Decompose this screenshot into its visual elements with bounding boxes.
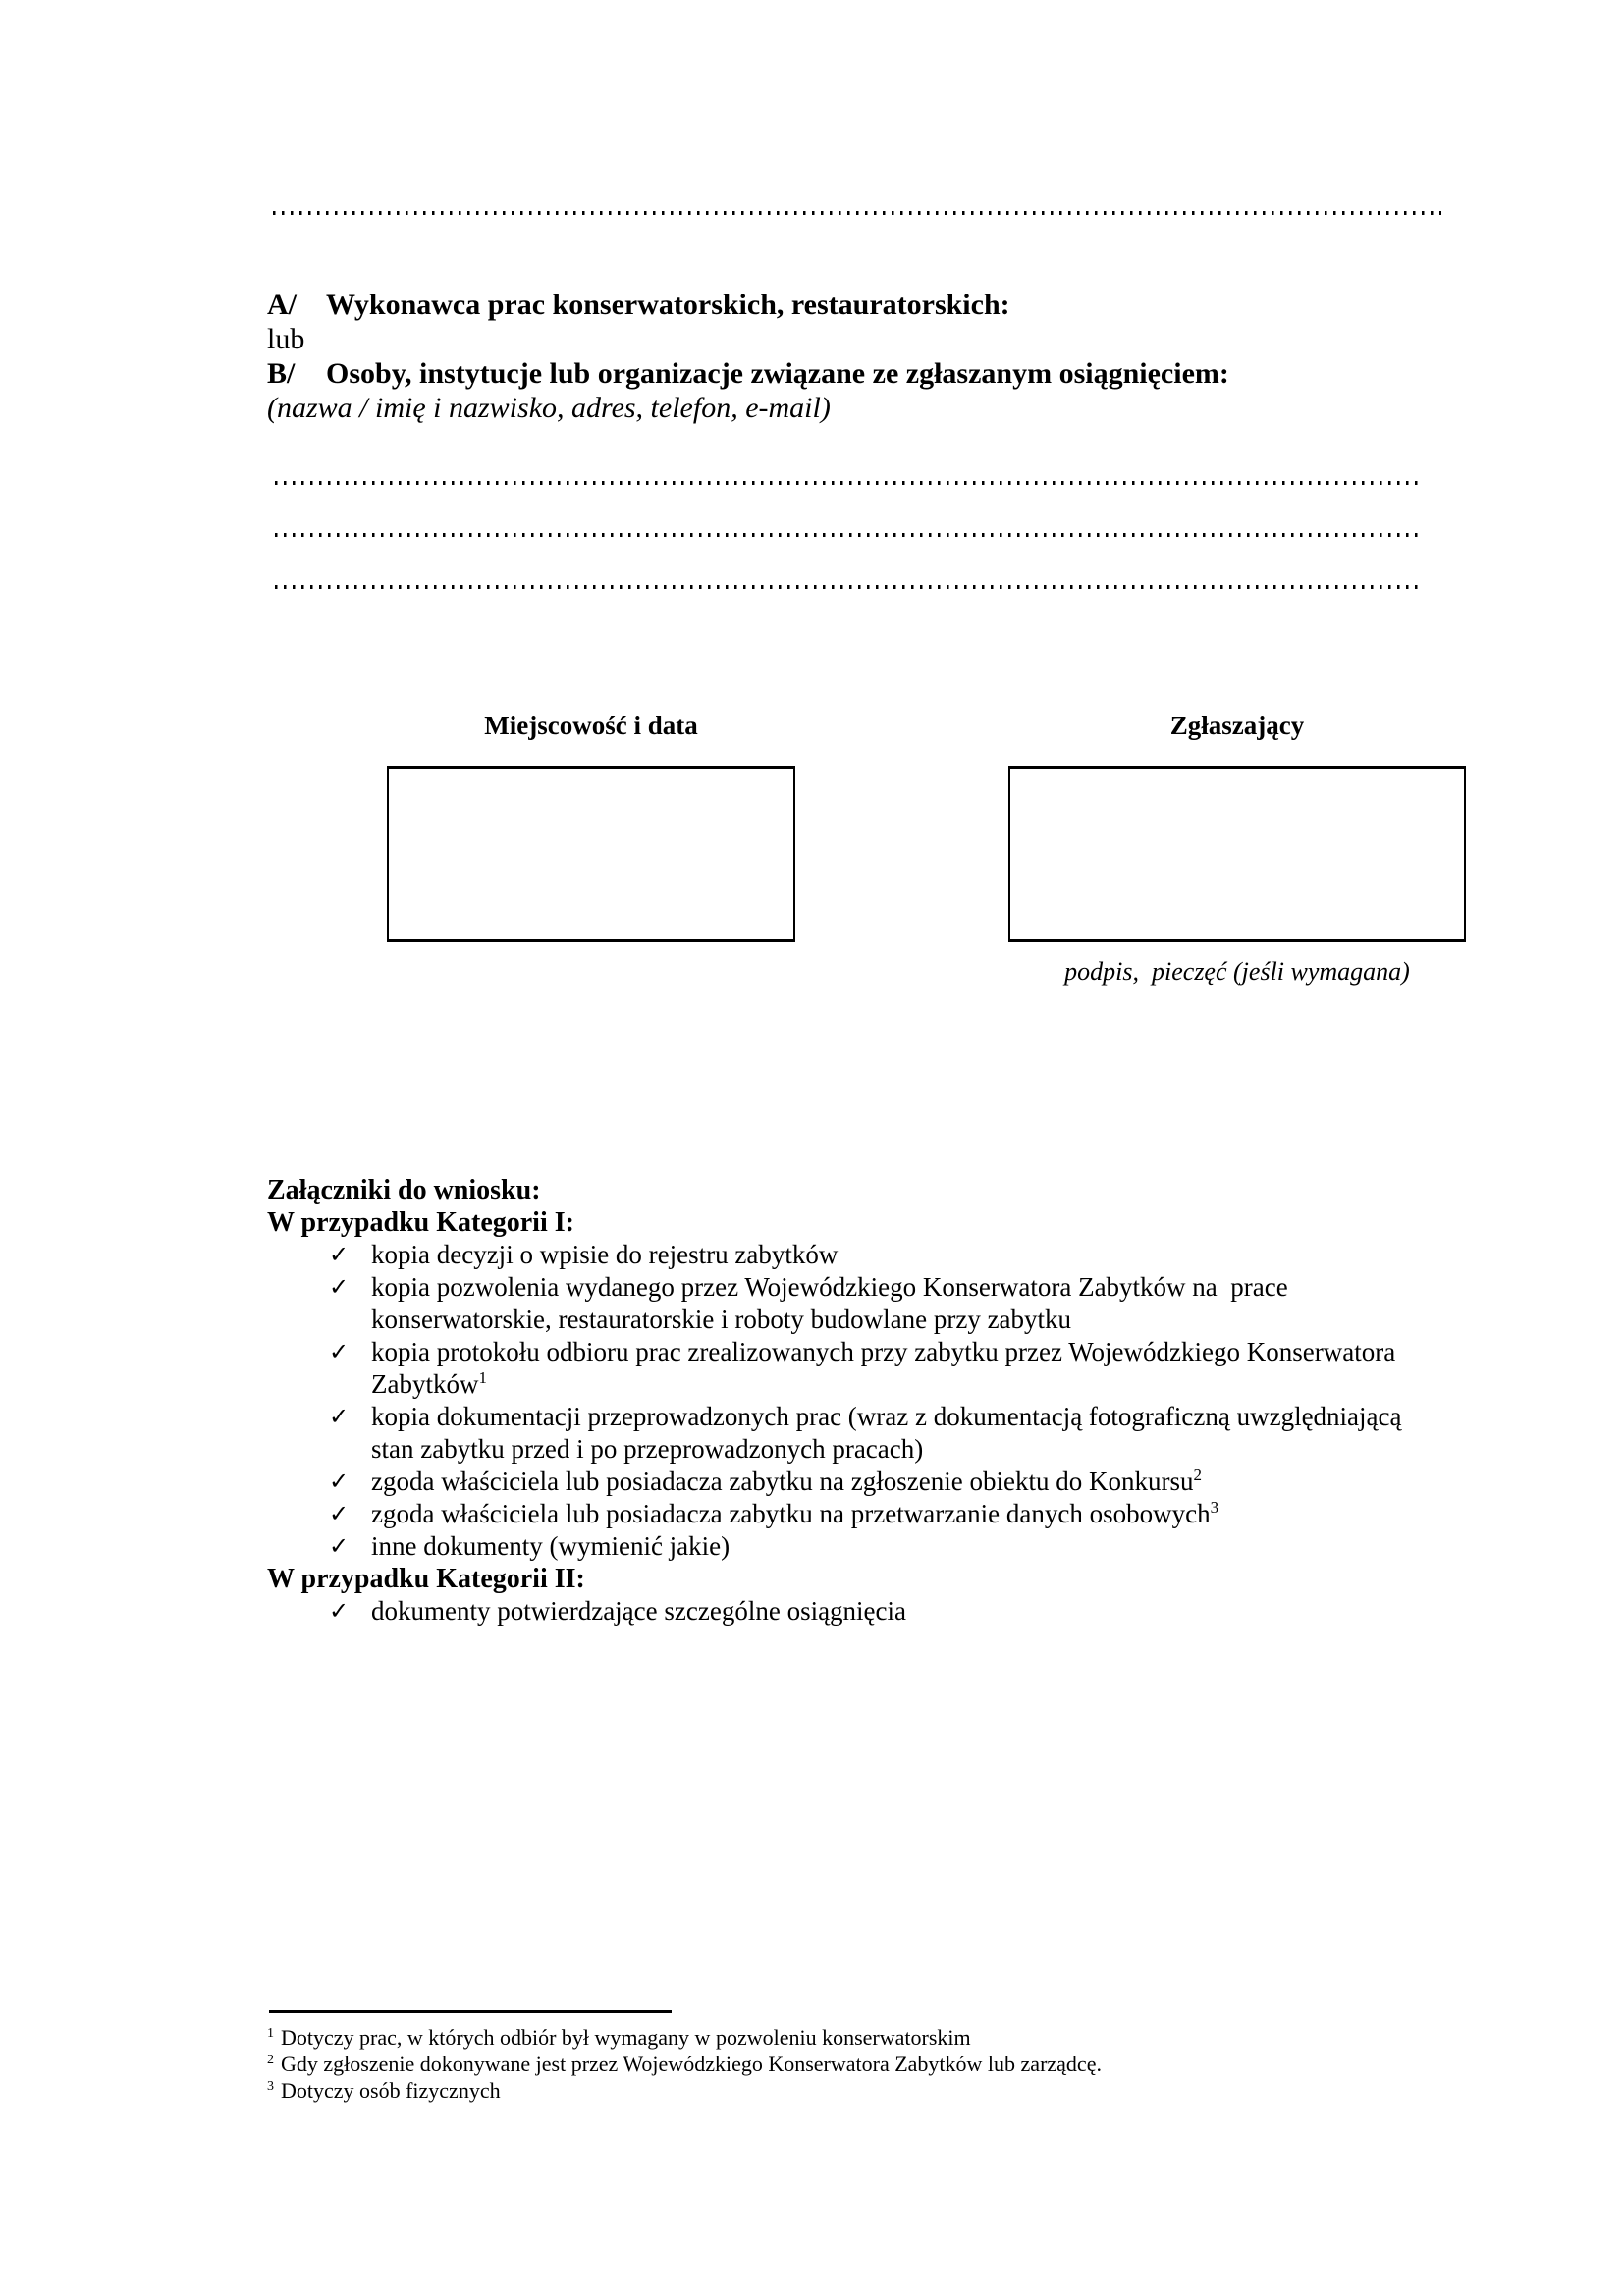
checklist-item — [267, 1466, 1524, 1498]
check-icon: ✓ — [329, 1468, 350, 1495]
footnote-text: Gdy zgłoszenie dokonywane jest przez Wojewódzkiego Konserwatora Zabytków lub zarządcę. — [281, 2052, 1102, 2076]
checklist-item — [267, 1595, 1524, 1628]
footnote-separator — [269, 2010, 672, 2013]
fill-line-3[interactable] — [275, 585, 1422, 589]
item-text: kopia decyzji o wpisie do rejestru zabytków — [371, 1240, 839, 1269]
checklist-item — [267, 1336, 1524, 1401]
item-text: inne dokumenty (wymienić jakie) — [371, 1531, 731, 1561]
footnote-1 — [267, 2024, 1465, 2051]
item-text: stan zabytku przed i po przeprowadzonych pracach) — [371, 1434, 924, 1464]
item-text: Zabytków — [371, 1369, 479, 1399]
category-2-heading: W przypadku Kategorii II: — [267, 1564, 585, 1594]
section-b-label: B/ — [267, 357, 296, 390]
footnote-2 — [267, 2051, 1465, 2077]
item-text: kopia protokołu odbioru prac zrealizowanych przy zabytku przez Wojewódzkiego Konserwatora — [371, 1337, 1396, 1366]
footnote-text: Dotyczy osób fizycznych — [281, 2078, 501, 2103]
item-text: konserwatorskie, restauratorskie i roboty budowlane przy zabytku — [371, 1305, 1072, 1334]
signature-box[interactable] — [1008, 766, 1466, 942]
section-a-label: A/ — [267, 289, 297, 321]
attachments-section — [267, 1174, 1524, 1628]
fill-line-2[interactable] — [275, 533, 1422, 537]
item-text: kopia dokumentacji przeprowadzonych prac (wraz z dokumentacją fotograficzną uwzględniającą — [371, 1402, 1402, 1431]
footnote-text: Dotyczy prac, w których odbiór był wymagany w pozwoleniu konserwatorskim — [281, 2025, 971, 2050]
footnote-ref-3: 3 — [1210, 1498, 1219, 1517]
fill-line-top[interactable] — [273, 211, 1441, 215]
check-icon: ✓ — [329, 1597, 350, 1625]
footnote-ref-2: 2 — [1193, 1466, 1202, 1484]
section-b-title: Osoby, instytucje lub organizacje związane ze zgłaszanym osiągnięciem: — [326, 357, 1229, 390]
footnote-number: 3 — [267, 2078, 274, 2094]
footnote-number: 2 — [267, 2052, 274, 2067]
attachments-title: Załączniki do wniosku: — [267, 1175, 541, 1205]
item-text: kopia pozwolenia wydanego przez Wojewódzkiego Konserwatora Zabytków na prace — [371, 1272, 1288, 1302]
checklist-item — [267, 1498, 1524, 1530]
footnote-3 — [267, 2077, 1465, 2104]
check-icon: ✓ — [329, 1532, 350, 1560]
check-icon: ✓ — [329, 1403, 350, 1430]
footnote-number: 1 — [267, 2025, 274, 2041]
signature-caption: podpis, pieczęć (jeśli wymagana) — [1064, 957, 1410, 986]
check-icon: ✓ — [329, 1273, 350, 1301]
place-date-column — [387, 709, 795, 942]
section-b-hint: (nazwa / imię i nazwisko, adres, telefon, e-mail) — [267, 392, 831, 424]
footnotes — [267, 2024, 1465, 2104]
check-icon: ✓ — [329, 1338, 350, 1365]
item-text: dokumenty potwierdzające szczególne osiągnięcia — [371, 1596, 907, 1626]
section-b-row — [267, 356, 1465, 391]
item-text: zgoda właściciela lub posiadacza zabytku na przetwarzanie danych osobowych — [371, 1499, 1211, 1528]
checklist-item — [267, 1530, 1524, 1563]
checklist-item — [267, 1239, 1524, 1271]
section-a-title: Wykonawca prac konserwatorskich, restauratorskich: — [326, 289, 1010, 321]
check-icon: ✓ — [329, 1241, 350, 1268]
section-a-b — [267, 288, 1465, 425]
section-a-row — [267, 288, 1465, 322]
applicant-heading: Zgłaszający — [1169, 711, 1305, 740]
place-date-heading: Miejscowość i data — [484, 711, 698, 740]
category-1-heading: W przypadku Kategorii I: — [267, 1207, 574, 1238]
place-date-box[interactable] — [387, 766, 795, 942]
fill-line-1[interactable] — [275, 481, 1422, 485]
footnote-ref-1: 1 — [478, 1368, 487, 1387]
checklist-item — [267, 1271, 1524, 1336]
or-text: lub — [267, 323, 305, 355]
item-text: zgoda właściciela lub posiadacza zabytku na zgłoszenie obiektu do Konkursu — [371, 1467, 1194, 1496]
applicant-column — [1008, 709, 1466, 988]
checklist-item — [267, 1401, 1524, 1466]
check-icon: ✓ — [329, 1500, 350, 1527]
